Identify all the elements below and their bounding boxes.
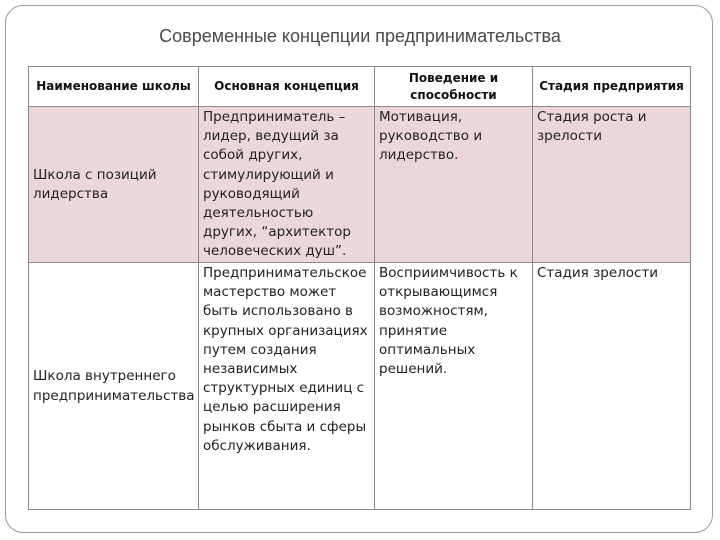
concept-cell: Предпринимательское мастерство может быть использовано в крупных организациях путем создания независимых структурных единиц с целью расширения рынков сбыта и сферы обслуживания. <box>199 263 375 510</box>
table-header-row <box>29 67 691 107</box>
stage-cell: Стадия зрелости <box>533 263 691 510</box>
school-cell: Школа внутреннего предпринимательства <box>29 263 199 510</box>
concepts-table <box>28 66 691 510</box>
table-row <box>29 107 691 263</box>
header-stage: Стадия предприятия <box>533 67 691 107</box>
header-behavior: Поведение и способности <box>375 67 533 107</box>
behavior-cell: Восприимчивость к открывающимся возможностям, принятие оптимальных решений. <box>375 263 533 510</box>
concept-cell: Предприниматель – лидер, ведущий за собой других, стимулирующий и руководящий деятельностью других, “архитектор человеческих душ”. <box>199 107 375 263</box>
school-cell: Школа с позиций лидерства <box>29 107 199 263</box>
stage-cell: Стадия роста и зрелости <box>533 107 691 263</box>
slide-title: Современные концепции предпринимательства <box>159 26 561 46</box>
header-school: Наименование школы <box>29 67 199 107</box>
header-concept: Основная концепция <box>199 67 375 107</box>
behavior-cell: Мотивация, руководство и лидерство. <box>375 107 533 263</box>
table-row <box>29 263 691 510</box>
